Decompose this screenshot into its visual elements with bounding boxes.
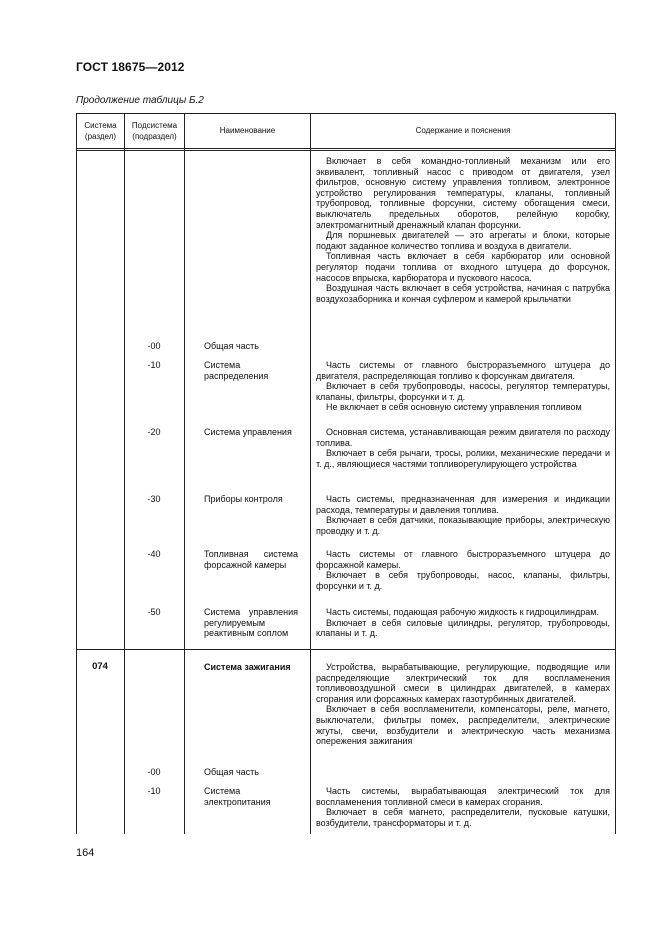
subsystem-code: -30 — [147, 494, 161, 504]
table-row-description: Часть системы от главного быстроразъемного штуцера до двигателя, распределяющая топливо к форсункам двигателя. Включает в себя трубопроводы, насосы, регулятор температуры, клапаны, фильтры, форсунки и т. д. Не включает в себя основную систему управления топливом — [316, 360, 610, 413]
subsystem-name: Система электропитания — [204, 786, 271, 807]
page-number: 164 — [76, 847, 95, 859]
column-header-subsystem: Подсистема (подраздел) — [131, 120, 178, 141]
table-row-description: Основная система, устанавливающая режим двигателя по расходу топлива. Включает в себя рычаги, тросы, ролики, механические передачи и т. д., являющиеся частями топливорегулирующего устройства — [316, 427, 610, 469]
subsystem-name: Система управления регулируемым реактивным соплом — [204, 607, 298, 639]
system-code: 074 — [92, 661, 108, 672]
subsystem-name: Система управления — [204, 427, 292, 437]
column-header-name: Наименование — [219, 126, 276, 135]
table-row-description: Часть системы от главного быстроразъемного штуцера до форсажной камеры. Включает в себя трубопроводы, насос, клапаны, фильтры, форсунки и т. д. — [316, 549, 610, 591]
table-row-description: Часть системы, подающая рабочую жидкость к гидроцилиндрам. Включает в себя силовые цилиндры, регулятор, трубопроводы, клапаны и т. д. — [316, 607, 610, 639]
subsystem-code: -00 — [147, 341, 161, 351]
table-row-description: Включает в себя командно-топливный механизм или его эквивалент, топливный насос с приводом от двигателя, узел фильтров, основную систему управления топливом, электронное устройство регулирования температуры, клапаны, топливный трубопровод, топливные форсунки, систему обогащения смеси, выключатель предельных оборотов, релейную коробку, электромагнитный дренажный клапан форсунки. Для поршневых двигателей — это агрегаты и блоки, которые подают заданное количество топлива и воздуха в двигатели. Топливная часть включает в себя карбюратор или основной регулятор подачи топлива от входного штуцера до форсунок, насосов впрыска, карбюратора и пускового насоса. Воздушная часть включает в себя устройства, начиная с патрубка воздухозаборника и кончая суфлером и камерой крыльчатки — [316, 156, 610, 304]
column-header-system: Система (раздел) — [84, 120, 117, 141]
subsystem-name: Система распределения — [204, 360, 269, 381]
document-title: ГОСТ 18675—2012 — [76, 60, 185, 74]
subsystem-code: -10 — [147, 360, 161, 370]
table-row-description: Часть системы, вырабатывающая электрический ток для воспламенения топливной смеси в камерах сгорания. Включает в себя магнето, распределители, пусковые катушки, возбудители, трансформаторы и т. д. — [316, 786, 610, 828]
data-table — [76, 113, 616, 834]
subsystem-code: -00 — [147, 767, 161, 777]
table-row-description: Устройства, вырабатывающие, регулирующие, подводящие или распределяющие электрический ток для воспламенения топливовоздушной смеси в цилиндрах двигателей, в камерах сгорания или форсажных камерах газотурбинных двигателей. Включает в себя воспламенители, компенсаторы, реле, магнето, выключатели, фильтры помех, распределители, электрические жгуты, свечи, возбудители и электрическую часть механизма опережения зажигания — [316, 662, 610, 747]
subsystem-code: -50 — [147, 607, 161, 617]
subsystem-name: Общая часть — [204, 767, 259, 777]
subsystem-code: -20 — [147, 427, 161, 437]
subsystem-code: -40 — [147, 549, 161, 559]
table-row-description: Часть системы, предназначенная для измерения и индикации расхода, температуры и давления топлива. Включает в себя датчики, показывающие приборы, электрическую проводку и т. д. — [316, 494, 610, 536]
subsystem-name: Приборы контроля — [204, 494, 283, 504]
subsystem-name: Общая часть — [204, 341, 259, 351]
subsystem-code: -10 — [147, 786, 161, 796]
column-header-description: Содержание и пояснения — [415, 126, 511, 135]
subsystem-name: Топливная система форсажной камеры — [204, 549, 298, 570]
table-caption: Продолжение таблицы Б.2 — [76, 95, 204, 106]
system-name: Система зажигания — [204, 662, 291, 672]
